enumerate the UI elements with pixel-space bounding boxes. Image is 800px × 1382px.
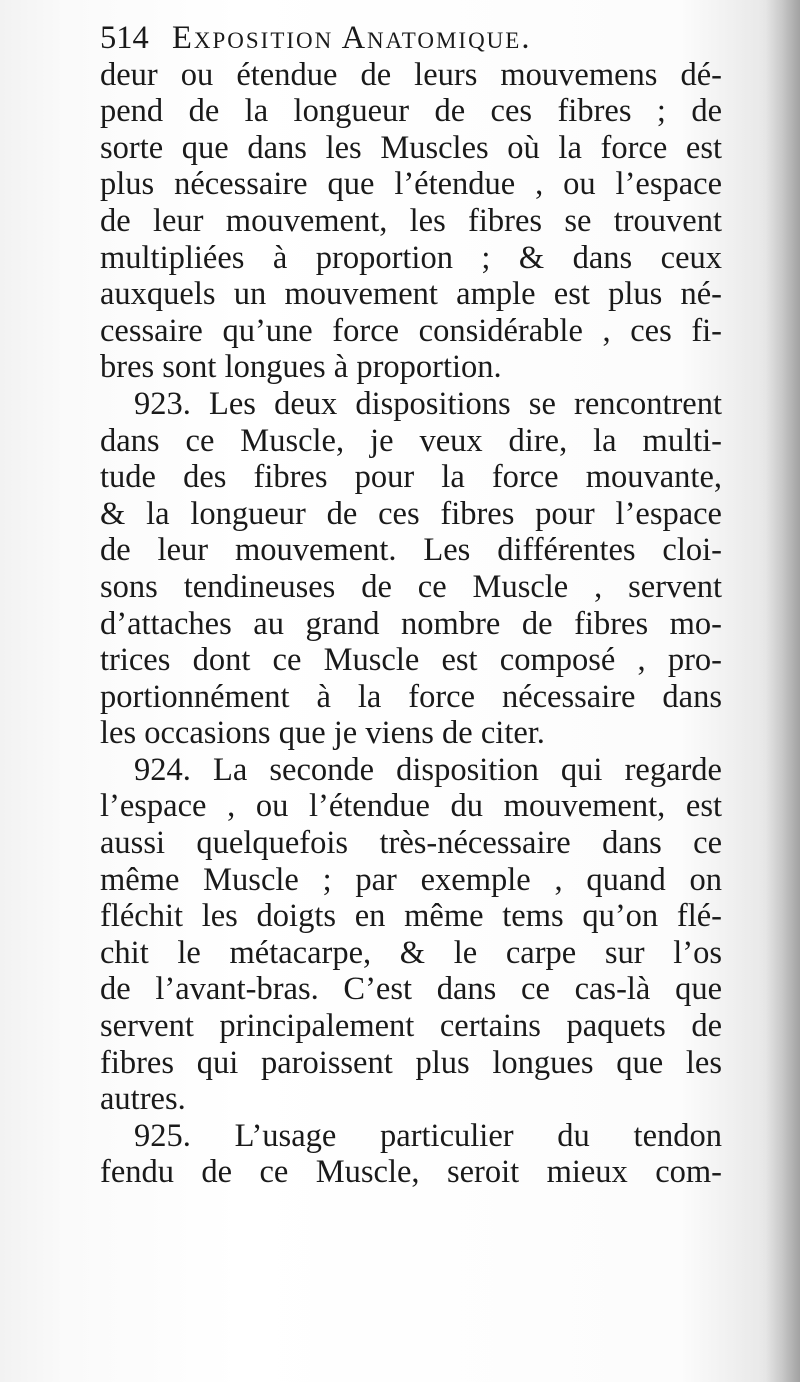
- text-line: & la longueur de ces fibres pour l’espace: [100, 495, 722, 532]
- page-text: [100, 20, 722, 1191]
- text-line: sons tendineuses de ce Muscle , servent: [100, 568, 722, 605]
- text-line: fibres qui paroissent plus longues que les: [100, 1044, 722, 1081]
- text-line: de leur mouvement. Les différentes cloi-: [100, 532, 722, 569]
- text-line: auxquels un mouvement ample est plus né-: [100, 276, 722, 313]
- text-line: fendu de ce Muscle, seroit mieux com-: [100, 1154, 722, 1191]
- text-line: deur ou étendue de leurs mouvemens dé-: [100, 56, 722, 93]
- text-line: d’attaches au grand nombre de fibres mo-: [100, 605, 722, 642]
- body-lines: [100, 57, 722, 1191]
- text-line: cessaire qu’une force considérable , ces fi-: [100, 312, 722, 349]
- text-line: tude des fibres pour la force mouvante,: [100, 459, 722, 496]
- text-line: multipliées à proportion ; & dans ceux: [100, 239, 722, 276]
- page-number: 514: [100, 20, 149, 56]
- text-line: plus nécessaire que l’étendue , ou l’espace: [100, 166, 722, 203]
- text-line: pend de la longueur de ces fibres ; de: [100, 93, 722, 130]
- text-line: les occasions que je viens de citer.: [100, 715, 545, 752]
- text-line: dans ce Muscle, je veux dire, la multi-: [100, 422, 722, 459]
- text-line: 923. Les deux dispositions se rencontrent: [134, 385, 722, 422]
- text-line: servent principalement certains paquets de: [100, 1008, 722, 1045]
- text-line: 924. La seconde disposition qui regarde: [134, 751, 722, 788]
- text-line: portionnément à la force nécessaire dans: [100, 678, 722, 715]
- text-line: autres.: [100, 1081, 186, 1118]
- page-edge-shadow: [766, 0, 800, 1382]
- text-line: bres sont longues à proportion.: [100, 349, 502, 386]
- page-header: [100, 20, 722, 57]
- text-line: de leur mouvement, les fibres se trouvent: [100, 202, 722, 239]
- text-line: sorte que dans les Muscles où la force est: [100, 129, 722, 166]
- running-title: Exposition Anatomique.: [172, 20, 532, 56]
- text-line: fléchit les doigts en même tems qu’on flé-: [100, 898, 722, 935]
- text-line: 925. L’usage particulier du tendon: [134, 1117, 722, 1154]
- text-line: aussi quelquefois très-nécessaire dans ce: [100, 825, 722, 862]
- text-line: trices dont ce Muscle est composé , pro-: [100, 642, 722, 679]
- text-line: même Muscle ; par exemple , quand on: [100, 861, 722, 898]
- text-line: chit le métacarpe, & le carpe sur l’os: [100, 934, 722, 971]
- text-line: l’espace , ou l’étendue du mouvement, est: [100, 788, 722, 825]
- text-line: de l’avant-bras. C’est dans ce cas-là que: [100, 971, 722, 1008]
